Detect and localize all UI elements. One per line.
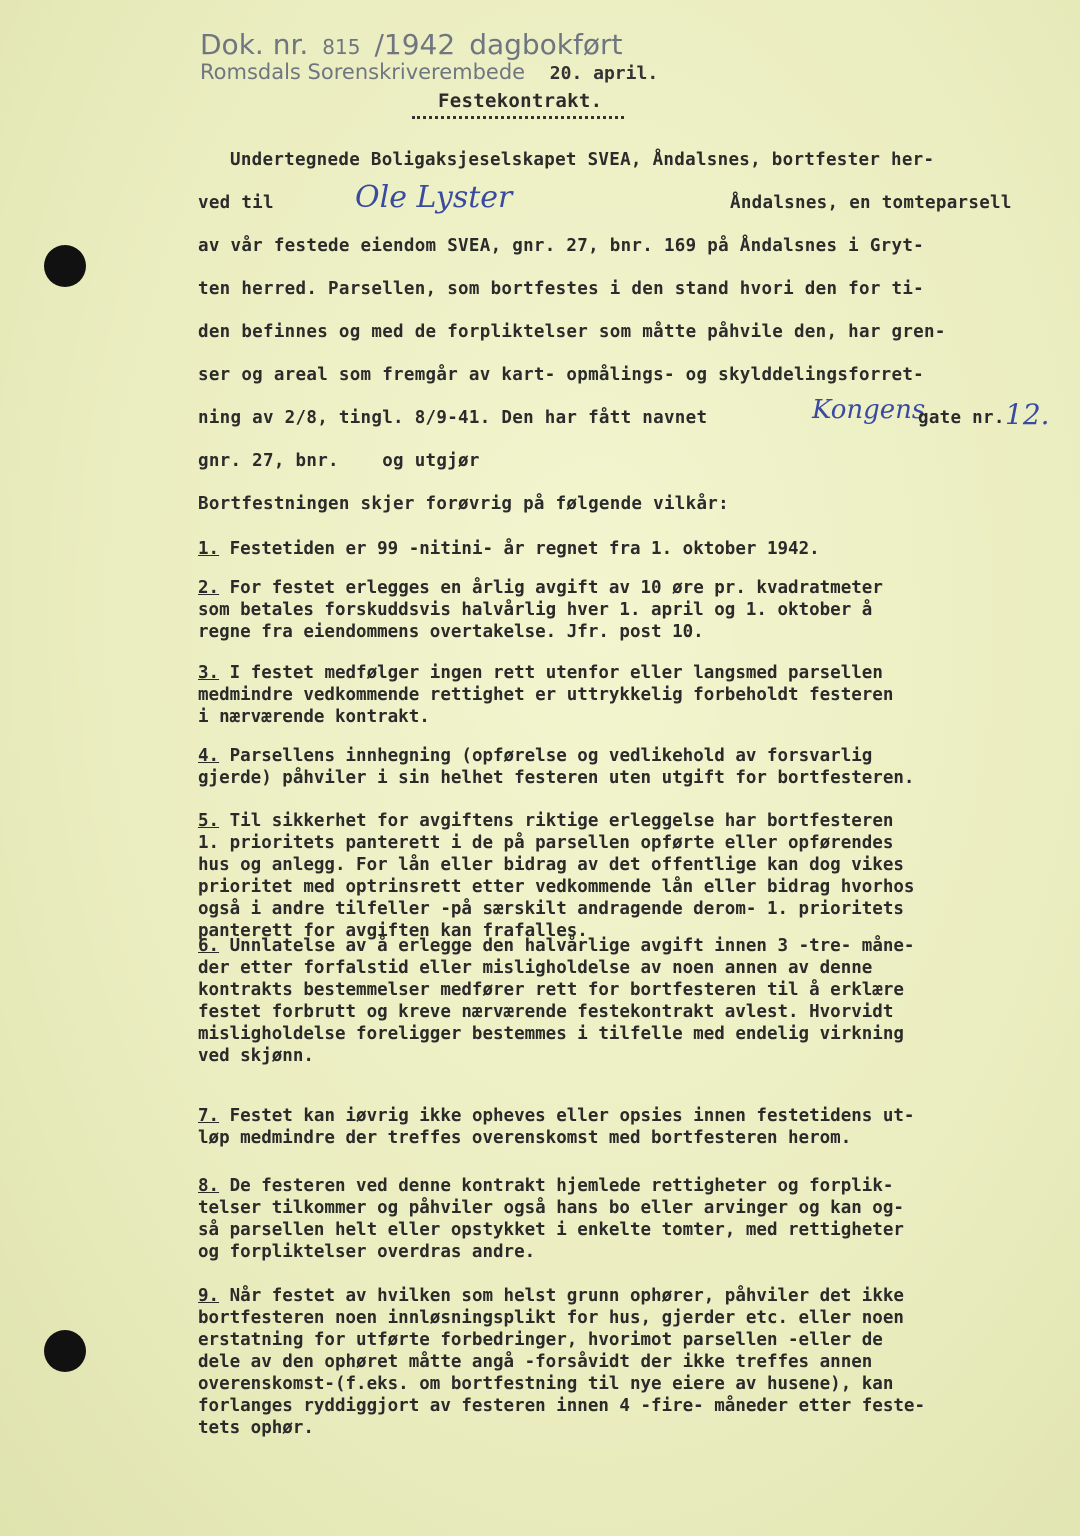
- clause-text: telser tilkommer og påhviler også hans bo eller arvinger og kan og-: [198, 1198, 904, 1218]
- stamp-year: /1942: [374, 28, 456, 61]
- conditions-intro: Bortfestningen skjer forøvrig på følgende vilkår:: [198, 494, 729, 514]
- clause-text: kontrakts bestemmelser medfører rett for bortfesteren til å erklære: [198, 980, 904, 1000]
- clause-7-line-2: [198, 1127, 851, 1149]
- clause-6-line-5: [198, 1023, 904, 1045]
- clause-text: Når festet av hvilken som helst grunn ophører, påhviler det ikke: [229, 1286, 904, 1306]
- clause-text: For festet erlegges en årlig avgift av 10 øre pr. kvadratmeter: [229, 578, 883, 598]
- clause-text: forlanges ryddiggjort av festeren innen 4 -fire- måneder etter feste-: [198, 1396, 925, 1416]
- clause-6-line-1: [198, 935, 914, 957]
- clause-text: dele av den ophøret måtte angå -forsåvidt der ikke treffes annen: [198, 1352, 873, 1372]
- title-underline: [412, 116, 624, 119]
- stamp-office: Romsdals Sorenskriverembede: [200, 60, 526, 84]
- clause-9-line-5: [198, 1373, 893, 1395]
- clause-text: ved skjønn.: [198, 1046, 314, 1066]
- clause-9-line-1: [198, 1285, 904, 1307]
- document-title: Festekontrakt.: [438, 90, 603, 112]
- clause-5-line-4: [198, 876, 914, 898]
- clause-text: også i andre tilfeller -på særskilt andragende derom- 1. prioritets: [198, 899, 904, 919]
- intro-line-6: ser og areal som fremgår av kart- opmålings- og skylddelingsforret-: [198, 365, 925, 385]
- clause-4-line-1: [198, 745, 872, 767]
- clause-text: så parsellen helt eller opstykket i enkelte tomter, med rettigheter: [198, 1220, 904, 1240]
- intro-line-4: ten herred. Parsellen, som bortfestes i den stand hvori den for ti-: [198, 279, 925, 299]
- clause-6-line-6: [198, 1045, 314, 1067]
- clause-9-line-6: [198, 1395, 925, 1417]
- intro-line-7b: gate nr.: [918, 408, 1005, 428]
- intro-line-1: Undertegnede Boligaksjeselskapet SVEA, Åndalsnes, bortfester her-: [230, 150, 935, 170]
- clause-2-line-1: [198, 577, 883, 599]
- stamp-number: 815: [322, 35, 361, 59]
- handwritten-name: Ole Lyster: [355, 180, 513, 215]
- clause-text: som betales forskuddsvis halvårlig hver 1. april og 1. oktober å: [198, 600, 873, 620]
- clause-6-line-2: [198, 957, 872, 979]
- clause-text: prioritet med optrinsrett etter vedkommende lån eller bidrag hvorhos: [198, 877, 915, 897]
- intro-line-5: den befinnes og med de forpliktelser som måtte påhvile den, har gren-: [198, 322, 946, 342]
- clause-8-line-4: [198, 1241, 535, 1263]
- clause-text: Unnlatelse av å erlegge den halvårlige avgift innen 3 -tre- måne-: [229, 936, 915, 956]
- handwritten-number: 12.: [1005, 398, 1050, 431]
- clause-text: misligholdelse foreligger bestemmes i tilfelle med endelig virkning: [198, 1024, 904, 1044]
- clause-text: Til sikkerhet for avgiftens riktige erleggelse har bortfesteren: [229, 811, 894, 831]
- clause-text: i nærværende kontrakt.: [198, 707, 430, 727]
- clause-number: 1.: [198, 539, 220, 559]
- clause-text: løp medmindre der treffes overenskomst med bortfesteren herom.: [198, 1128, 852, 1148]
- clause-9-line-2: [198, 1307, 904, 1329]
- stamp-date: 20. april.: [549, 63, 659, 84]
- clause-text: medmindre vedkommende rettighet er uttrykkelig forbeholdt festeren: [198, 685, 894, 705]
- clause-number: 2.: [198, 578, 220, 598]
- clause-1-line-1: [198, 538, 820, 560]
- punch-hole-top: [44, 245, 86, 287]
- registration-stamp: [200, 28, 637, 61]
- clause-number: 8.: [198, 1176, 220, 1196]
- clause-number: 5.: [198, 811, 220, 831]
- clause-text: De festeren ved denne kontrakt hjemlede rettigheter og forplik-: [229, 1176, 894, 1196]
- clause-number: 6.: [198, 936, 220, 956]
- clause-text: tets ophør.: [198, 1418, 314, 1438]
- clause-6-line-4: [198, 1001, 893, 1023]
- stamp-dagbokfort: dagbokført: [469, 28, 623, 61]
- clause-9-line-3: [198, 1329, 883, 1351]
- clause-6-line-3: [198, 979, 904, 1001]
- intro-line-8: gnr. 27, bnr. og utgjør: [198, 451, 480, 471]
- clause-5-line-2: [198, 832, 893, 854]
- clause-3-line-3: [198, 706, 430, 728]
- clause-5-line-5: [198, 898, 904, 920]
- clause-3-line-2: [198, 684, 893, 706]
- intro-line-2b: Åndalsnes, en tomteparsell: [730, 193, 1012, 213]
- clause-2-line-3: [198, 621, 704, 643]
- clause-number: 3.: [198, 663, 220, 683]
- clause-text: panterett for avgiften kan frafalles.: [198, 921, 588, 941]
- clause-number: 9.: [198, 1286, 220, 1306]
- clause-text: gjerde) påhviler i sin helhet festeren uten utgift for bortfesteren.: [198, 768, 915, 788]
- clause-text: regne fra eiendommens overtakelse. Jfr. post 10.: [198, 622, 704, 642]
- stamp-office-line: [200, 60, 658, 84]
- clause-3-line-1: [198, 662, 883, 684]
- clause-9-line-7: [198, 1417, 314, 1439]
- clause-5-line-3: [198, 854, 904, 876]
- clause-9-line-4: [198, 1351, 872, 1373]
- clause-text: I festet medfølger ingen rett utenfor eller langsmed parsellen: [229, 663, 883, 683]
- stamp-dok-label: Dok. nr.: [200, 28, 309, 61]
- clause-number: 4.: [198, 746, 220, 766]
- clause-text: Parsellens innhegning (opførelse og vedlikehold av forsvarlig: [229, 746, 873, 766]
- clause-text: der etter forfalstid eller misligholdelse av noen annen av denne: [198, 958, 873, 978]
- clause-7-line-1: [198, 1105, 914, 1127]
- intro-line-2a: ved til: [198, 193, 274, 213]
- clause-text: 1. prioritets panterett i de på parsellen opførte eller opførendes: [198, 833, 894, 853]
- intro-line-3: av vår festede eiendom SVEA, gnr. 27, bnr. 169 på Åndalsnes i Gryt-: [198, 236, 925, 256]
- clause-number: 7.: [198, 1106, 220, 1126]
- clause-8-line-3: [198, 1219, 904, 1241]
- clause-text: Festet kan iøvrig ikke opheves eller opsies innen festetidens ut-: [229, 1106, 915, 1126]
- clause-text: overenskomst-(f.eks. om bortfestning til nye eiere av husene), kan: [198, 1374, 894, 1394]
- clause-text: hus og anlegg. For lån eller bidrag av det offentlige kan dog vikes: [198, 855, 904, 875]
- handwritten-street: Kongens: [812, 395, 926, 425]
- clause-8-line-1: [198, 1175, 893, 1197]
- clause-text: bortfesteren noen innløsningsplikt for hus, gjerder etc. eller noen: [198, 1308, 904, 1328]
- clause-text: Festetiden er 99 -nitini- år regnet fra 1. oktober 1942.: [229, 539, 820, 559]
- clause-5-line-1: [198, 810, 893, 832]
- intro-line-7: ning av 2/8, tingl. 8/9-41. Den har fått navnet: [198, 408, 708, 428]
- clause-8-line-2: [198, 1197, 904, 1219]
- clause-text: og forpliktelser overdras andre.: [198, 1242, 536, 1262]
- clause-text: erstatning for utførte forbedringer, hvorimot parsellen -eller de: [198, 1330, 883, 1350]
- punch-hole-bottom: [44, 1330, 86, 1372]
- clause-2-line-2: [198, 599, 872, 621]
- clause-text: festet forbrutt og kreve nærværende festekontrakt avlest. Hvorvidt: [198, 1002, 894, 1022]
- clause-4-line-2: [198, 767, 914, 789]
